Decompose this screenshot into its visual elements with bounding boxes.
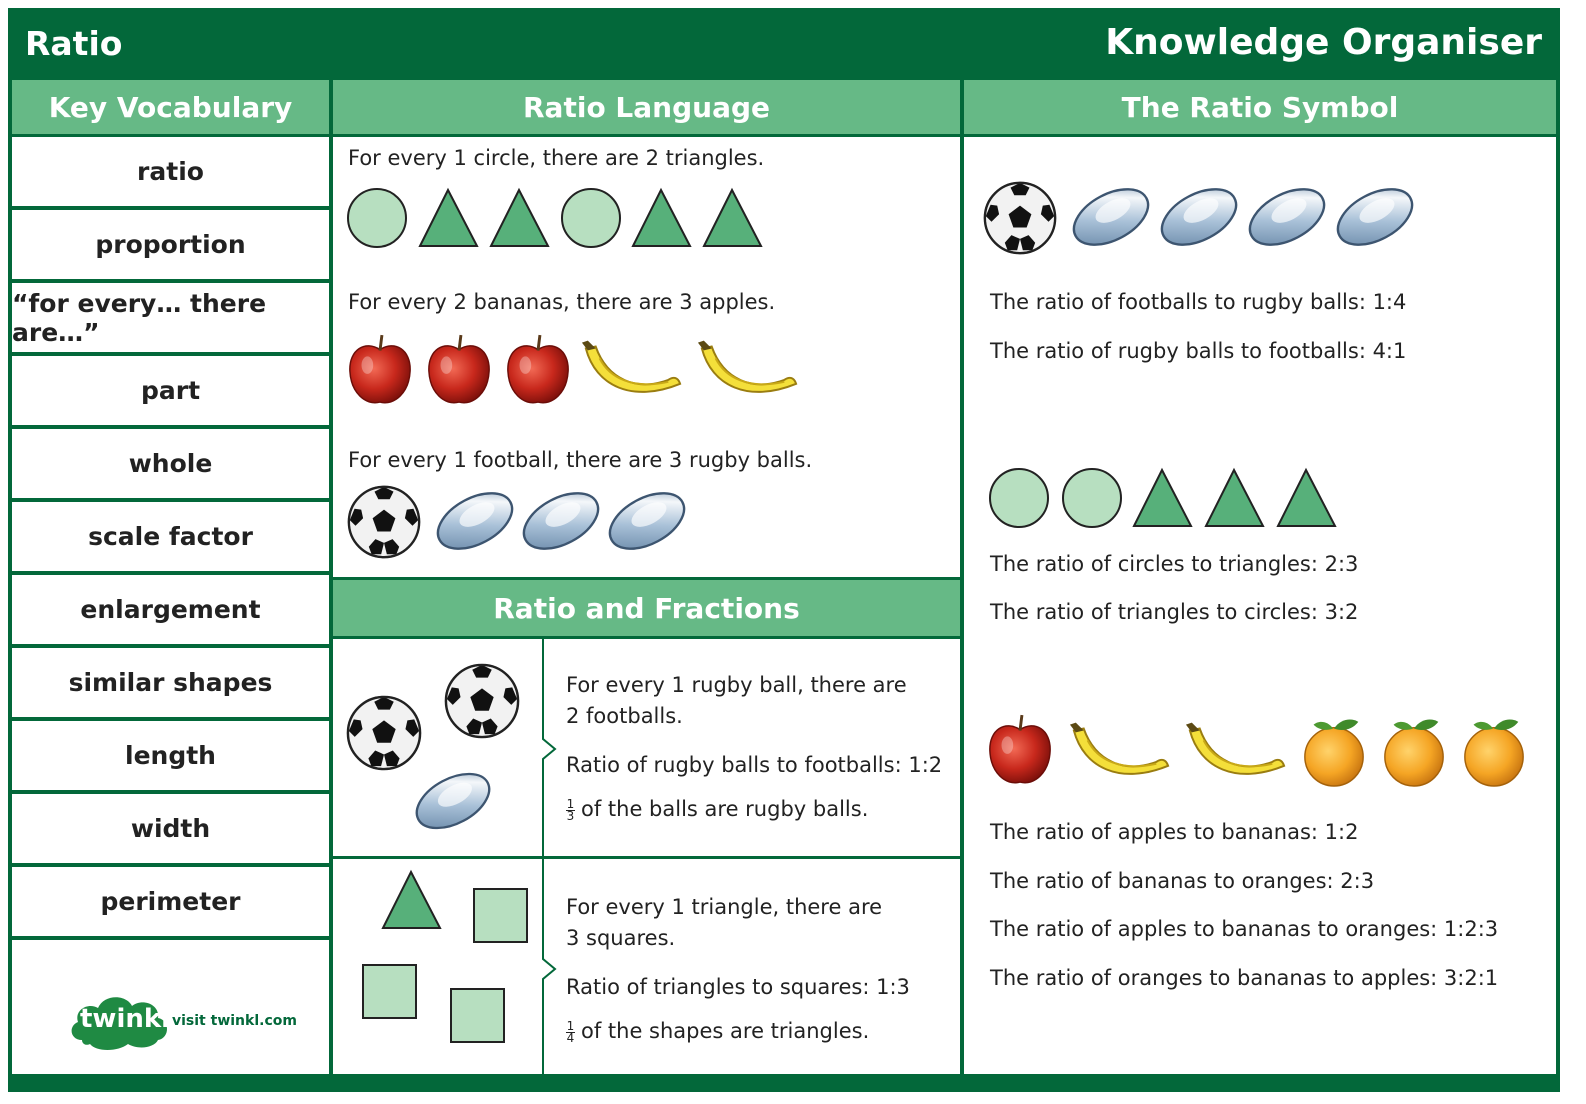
fruit-row — [346, 332, 806, 412]
banana-icon — [698, 341, 796, 392]
square-shape — [363, 965, 416, 1018]
square-shape — [474, 889, 527, 942]
fraction-box2-line-3: Ratio of triangles to squares: 1:3 — [566, 975, 910, 999]
vocab-item: similar shapes — [12, 648, 329, 717]
football-icon — [349, 487, 419, 557]
vocab-item: length — [12, 721, 329, 790]
fraction-box2-line-4: $\frac{1}{4}$ of the shapes are triangles. — [566, 1018, 870, 1045]
language-line-3: For every 1 football, there are 3 rugby balls. — [348, 448, 813, 472]
fraction-box1-line-3: Ratio of rugby balls to footballs: 1:2 — [566, 753, 943, 777]
football-icon — [985, 183, 1055, 253]
rugby-ball-icon — [1153, 178, 1245, 256]
circle-shape — [990, 469, 1048, 527]
ratio-statement: The ratio of triangles to circles: 3:2 — [990, 600, 1359, 624]
vocab-item: ratio — [12, 137, 329, 206]
fractions-heading: Ratio and Fractions — [333, 580, 960, 636]
banana-icon — [582, 341, 680, 392]
triangle-shape — [491, 190, 548, 246]
rugby-ball-icon — [1329, 178, 1421, 256]
circle-shape — [348, 189, 406, 247]
circle-shape — [1063, 469, 1121, 527]
orange-icon — [1385, 719, 1443, 785]
orange-icon — [1305, 719, 1363, 785]
fraction-one-third: $\frac{1}{3}$ — [566, 796, 575, 823]
topic-title: Ratio — [25, 24, 123, 63]
ratio-statement: The ratio of bananas to oranges: 2:3 — [990, 869, 1375, 893]
fraction-box2-line-1: For every 1 triangle, there are — [566, 895, 883, 919]
symbol-balls-row — [982, 178, 1422, 258]
vocab-heading: Key Vocabulary — [12, 80, 329, 134]
triangle-shape — [1134, 470, 1191, 526]
rugby-ball-icon — [408, 763, 498, 839]
banana-icon — [1070, 723, 1168, 774]
balls-group — [345, 660, 535, 846]
rugby-ball-icon — [429, 482, 521, 560]
ratio-statement: The ratio of apples to bananas: 1:2 — [990, 820, 1359, 844]
vocab-item: “for every… there are…” — [12, 283, 329, 352]
logo-wordmark: twinkl — [80, 1004, 171, 1034]
vocab-item: enlargement — [12, 575, 329, 644]
vocab-item: width — [12, 794, 329, 863]
vocab-item: whole — [12, 429, 329, 498]
language-heading: Ratio Language — [333, 80, 960, 134]
language-line-2: For every 2 bananas, there are 3 apples. — [348, 290, 776, 314]
football-icon — [348, 697, 420, 769]
vocab-item: proportion — [12, 210, 329, 279]
symbol-fruit-row — [986, 712, 1536, 792]
organiser-title: Knowledge Organiser — [1105, 22, 1542, 63]
rugby-ball-icon — [1065, 178, 1157, 256]
triangle-shape — [633, 190, 690, 246]
apple-icon — [990, 715, 1050, 783]
vocab-item: part — [12, 356, 329, 425]
circles-triangles-row — [346, 186, 766, 250]
title-bar — [8, 8, 1560, 78]
ratio-statement: The ratio of apples to bananas to oranges: 1:2:3 — [990, 917, 1499, 941]
twinkl-logo[interactable] — [68, 990, 308, 1054]
apple-icon — [350, 335, 410, 403]
ratio-statement: The ratio of oranges to bananas to apples: 3:2:1 — [990, 966, 1499, 990]
language-line-1: For every 1 circle, there are 2 triangles. — [348, 146, 765, 170]
rugby-ball-icon — [515, 482, 607, 560]
symbol-shapes-row — [988, 466, 1340, 530]
ratio-statement: The ratio of rugby balls to footballs: 4:1 — [990, 339, 1407, 363]
orange-icon — [1465, 719, 1523, 785]
circle-shape — [562, 189, 620, 247]
rugby-ball-icon — [1241, 178, 1333, 256]
logo-visit-link[interactable]: visit twinkl.com — [172, 1013, 297, 1029]
balls-row — [346, 482, 696, 562]
triangle-shape — [704, 190, 761, 246]
apple-icon — [429, 335, 489, 403]
square-shape — [451, 989, 504, 1042]
fraction-box1-line-2: 2 footballs. — [566, 704, 683, 728]
rugby-ball-icon — [601, 482, 693, 560]
triangle-shape — [1278, 470, 1335, 526]
fraction-one-quarter: $\frac{1}{4}$ — [566, 1018, 575, 1045]
triangle-shape — [420, 190, 477, 246]
fraction-box1-line-1: For every 1 rugby ball, there are — [566, 673, 907, 697]
ratio-statement: The ratio of footballs to rugby balls: 1:4 — [990, 290, 1407, 314]
vocab-item: scale factor — [12, 502, 329, 571]
fraction-box1-line-4: $\frac{1}{3}$ of the balls are rugby balls. — [566, 796, 869, 823]
triangle-shape — [1206, 470, 1263, 526]
symbol-heading: The Ratio Symbol — [964, 80, 1556, 134]
vocab-item: perimeter — [12, 867, 329, 936]
ratio-statement: The ratio of circles to triangles: 2:3 — [990, 552, 1359, 576]
triangle-shape — [383, 872, 440, 928]
shapes-group — [355, 868, 515, 1048]
apple-icon — [508, 335, 568, 403]
football-icon — [446, 665, 518, 737]
banana-icon — [1186, 723, 1284, 774]
fraction-box2-line-2: 3 squares. — [566, 926, 676, 950]
